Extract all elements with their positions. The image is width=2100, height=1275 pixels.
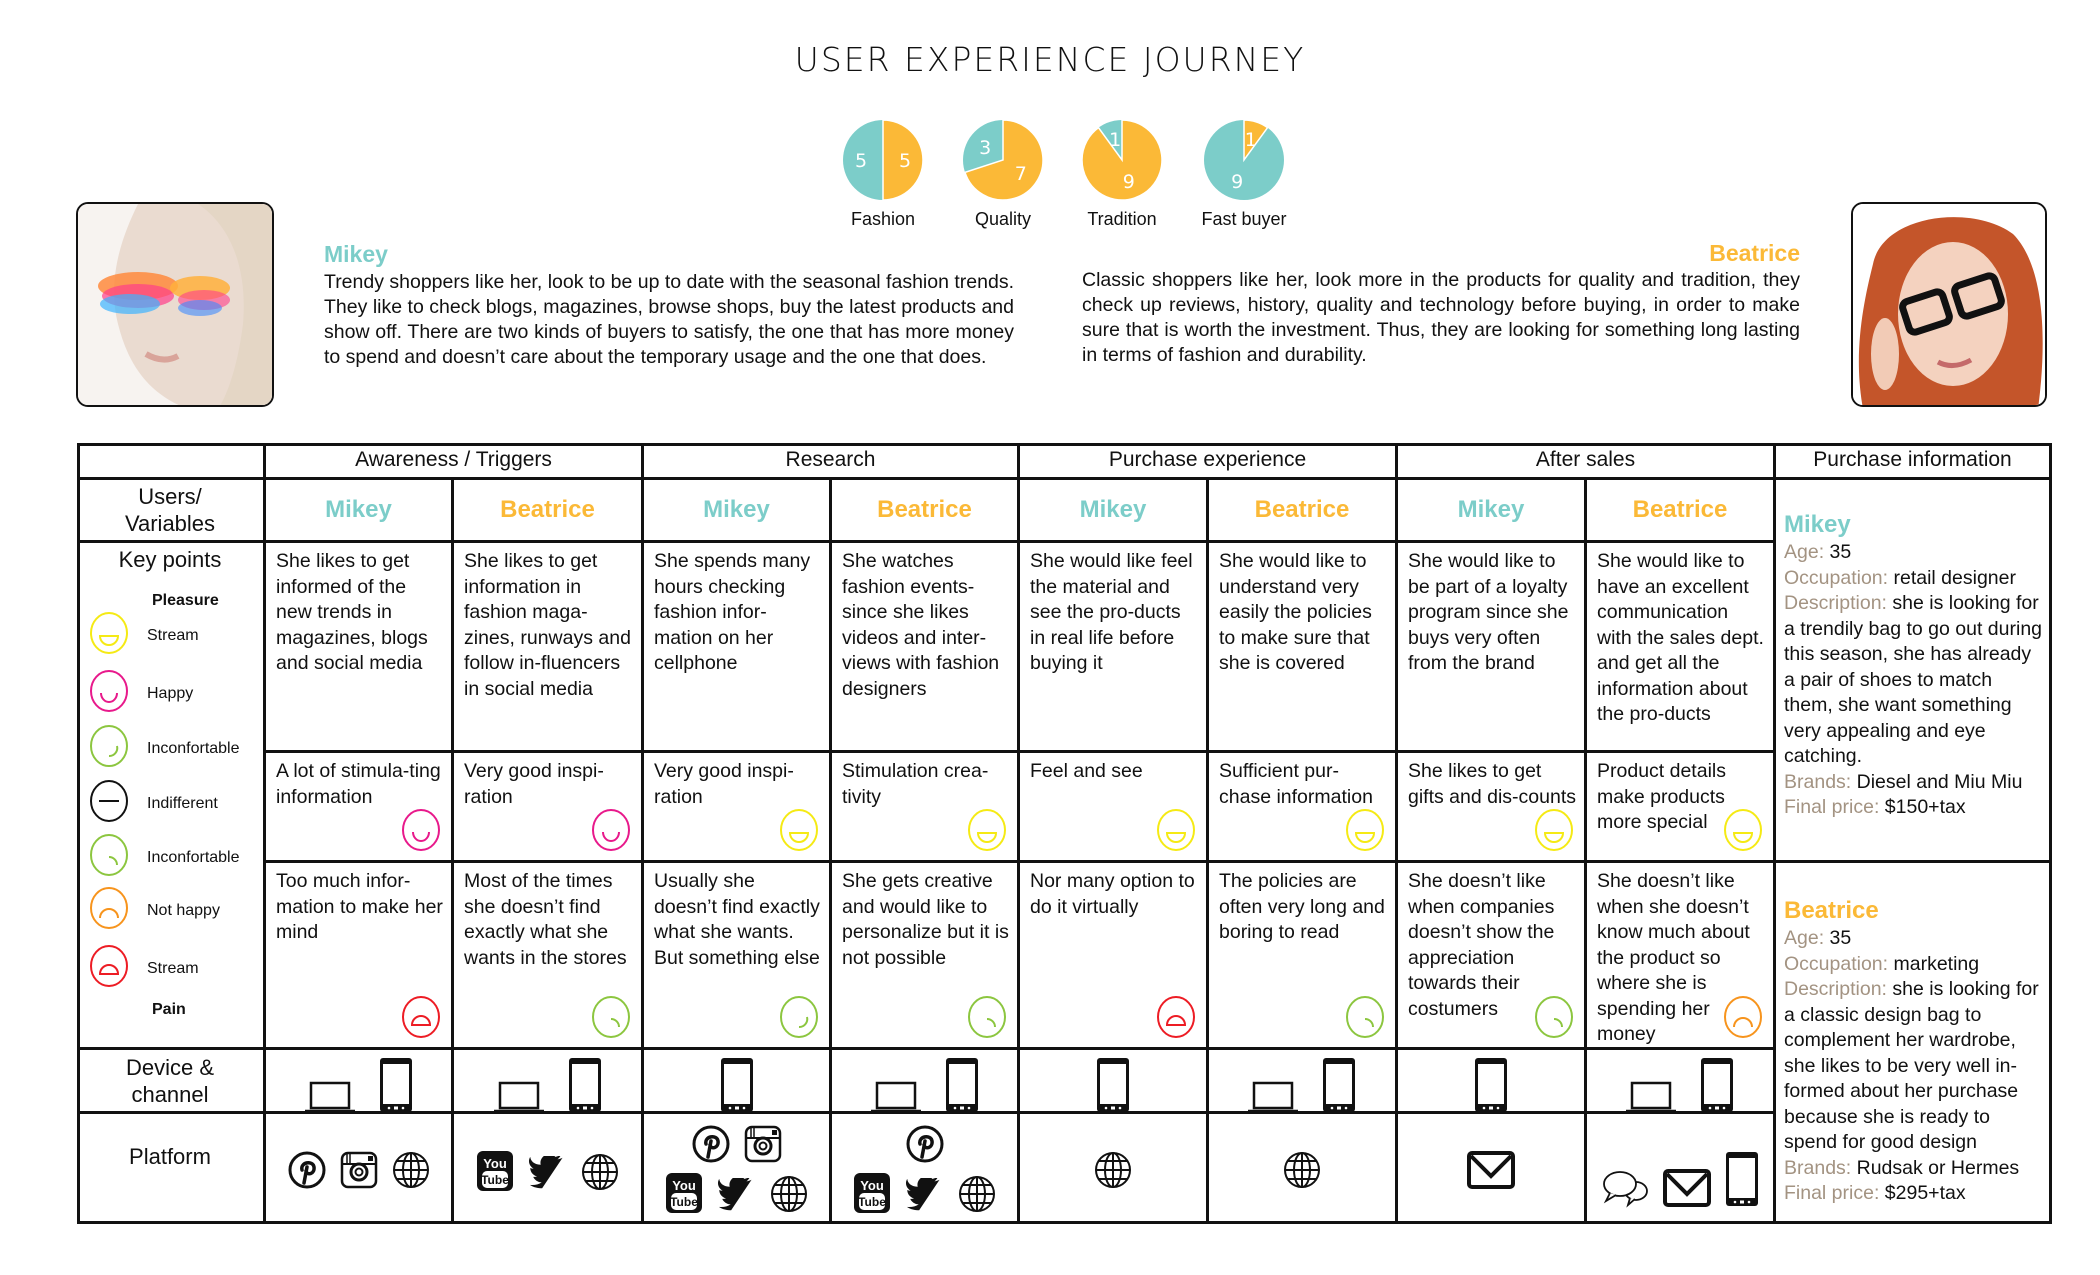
- pain-text: She doesn’t like when companies doesn’t show the appreciation towards their costumers: [1408, 870, 1555, 1020]
- beatrice-persona-name: Beatrice: [1709, 240, 1800, 266]
- platform-cell: [832, 1114, 1020, 1224]
- pleasure-text: A lot of stimula-ting information: [276, 760, 441, 808]
- row-header-platform: [77, 1114, 266, 1224]
- pinterest-icon: [287, 1150, 327, 1190]
- youtube-icon: [476, 1150, 514, 1192]
- purchase-info-beatrice: [1776, 863, 2052, 1224]
- device-cell: [644, 1050, 832, 1114]
- age-field: [1784, 926, 2043, 952]
- device-cell: [266, 1050, 454, 1114]
- row-header-label: Device & channel: [125, 1054, 215, 1107]
- stream-pain-face-icon: [89, 944, 129, 993]
- svg-text:Tube: Tube: [480, 1173, 509, 1187]
- pleasure-text: Very good inspi-ration: [654, 760, 794, 808]
- key-point-text: She would like feel the material and see the pro-ducts in real life before buying it: [1030, 550, 1193, 674]
- platform-icons: [1209, 1150, 1395, 1190]
- journey-table: [77, 443, 2052, 1224]
- pleasure-cell: [832, 753, 1020, 863]
- smartphone-icon: [1699, 1056, 1735, 1114]
- platform-icons: [832, 1124, 1017, 1164]
- description-field-value: she is looking for a classic design bag to complement her wardrobe, she likes to be very well in-formed about her purchase because she is ready to spend for good design: [1784, 978, 2039, 1153]
- occupation-field-label: Occupation:: [1784, 952, 1889, 975]
- pie-value-beatrice: 7: [1014, 162, 1027, 185]
- stream-pain-face-icon: [1156, 995, 1196, 1039]
- pleasure-cell: [644, 753, 832, 863]
- web-icon: [769, 1174, 809, 1214]
- user-header-mikey: [1020, 480, 1209, 543]
- stage-label: Research: [785, 448, 876, 471]
- platform-icons: [1020, 1150, 1206, 1190]
- brands-field: [1784, 1156, 2043, 1182]
- pleasure-cell: [266, 753, 454, 863]
- legend-item-stream-pain: [89, 944, 199, 993]
- smartphone-icon: [1724, 1150, 1760, 1208]
- description-field: [1784, 591, 2043, 770]
- mikey-persona-name: Mikey: [324, 241, 388, 267]
- laptop-icon: [1625, 1080, 1677, 1114]
- platform-icons: [644, 1172, 829, 1214]
- pain-cell: [1587, 863, 1776, 1050]
- email-icon: [1662, 1168, 1712, 1208]
- inconfortable-down-face-icon: [967, 995, 1007, 1039]
- key-point-cell: [454, 543, 644, 753]
- row-header-label: Key points: [118, 547, 222, 572]
- laptop-icon: [493, 1080, 545, 1114]
- occupation-field-value: retail designer: [1893, 566, 2016, 589]
- laptop-icon: [1247, 1080, 1299, 1114]
- instagram-icon: [339, 1150, 379, 1190]
- key-point-cell: [832, 543, 1020, 753]
- platform-icons: [1587, 1150, 1773, 1208]
- inconfortable-down-face-icon: [1345, 995, 1385, 1039]
- pain-text: Too much infor-mation to make her mind: [276, 870, 443, 943]
- svg-text:You: You: [482, 1156, 507, 1171]
- final-price-field-label: Final price:: [1784, 1182, 1880, 1204]
- pie-label: Fast buyer: [1201, 209, 1287, 229]
- device-icons: [1209, 1056, 1395, 1114]
- web-icon: [580, 1152, 620, 1192]
- legend-pleasure-label: Pleasure: [152, 592, 219, 609]
- inconfortable-down-face-icon: [591, 995, 631, 1039]
- twitter-icon: [526, 1156, 568, 1192]
- legend-item-happy: [89, 669, 193, 718]
- pie-label: Fashion: [850, 209, 916, 229]
- beatrice-persona-description: Classic shoppers like her, look more in the products for quality and tradition, they check up reviews, history, quality and technology before buying, in order to make sure that is worth the investment. Thus, they are looking for something long lasting in terms of fashion and durability.: [1082, 269, 1800, 366]
- age-field-label: Age:: [1784, 541, 1825, 563]
- pleasure-text: Feel and see: [1030, 760, 1143, 782]
- final-price-field-label: Final price:: [1784, 796, 1880, 818]
- smartphone-icon: [944, 1056, 980, 1114]
- web-icon: [1093, 1150, 1133, 1190]
- pain-text: She gets creative and would like to personalize but it is not possible: [842, 870, 1009, 969]
- user-header-mikey: [1398, 480, 1587, 543]
- pain-cell: [644, 863, 832, 1050]
- pie-label: Tradition: [1087, 209, 1157, 229]
- stage-header-purchase-information: [1776, 443, 2052, 480]
- pie-chart-tradition: [1081, 119, 1163, 201]
- platform-cell: [1398, 1114, 1587, 1224]
- svg-text:Tube: Tube: [669, 1195, 698, 1209]
- stage-header-research: [644, 443, 1020, 480]
- pleasure-text: Sufficient pur-chase information: [1219, 760, 1373, 808]
- pie-value-mikey: 9: [1231, 170, 1244, 193]
- platform-icons: [832, 1172, 1017, 1214]
- age-field: [1784, 540, 2043, 566]
- twitter-icon: [715, 1178, 757, 1214]
- device-icons: [266, 1056, 451, 1114]
- key-point-text: She would like to have an excellent communication with the sales dept. and get all the information about the pro-ducts: [1597, 550, 1764, 725]
- not-happy-face-icon: [1723, 995, 1763, 1039]
- key-point-text: She would like to understand very easily the policies to make sure that she is covered: [1219, 550, 1372, 674]
- platform-cell: [1587, 1114, 1776, 1224]
- stage-label: Purchase experience: [1108, 448, 1307, 471]
- platform-icons: [644, 1124, 829, 1164]
- pie-value-mikey: 1: [1109, 129, 1122, 152]
- row-header-users: [77, 480, 266, 543]
- youtube-icon: [665, 1172, 703, 1214]
- user-name: Mikey: [1457, 496, 1525, 523]
- platform-cell: [1209, 1114, 1398, 1224]
- description-field-label: Description:: [1784, 592, 1887, 614]
- laptop-icon: [304, 1080, 356, 1114]
- svg-text:You: You: [671, 1178, 696, 1193]
- pleasure-cell: [1209, 753, 1398, 863]
- user-name: Mikey: [1079, 496, 1147, 523]
- stage-label: Purchase information: [1813, 448, 2012, 471]
- age-field-value: 35: [1829, 541, 1852, 563]
- final-price-field: [1784, 1181, 2043, 1207]
- inconfortable-up-face-icon: [89, 724, 129, 773]
- inconfortable-down-face-icon: [89, 833, 129, 882]
- occupation-field-value: marketing: [1893, 952, 1980, 975]
- table-corner-cell: [77, 443, 266, 480]
- stage-header-awareness-triggers: [266, 443, 644, 480]
- legend-item-inconfortable-down: [89, 833, 240, 882]
- key-point-cell: [1209, 543, 1398, 753]
- key-point-cell: [1398, 543, 1587, 753]
- pain-text: Usually she doesn’t find exactly what she wants. But something else: [654, 870, 820, 969]
- stream-pleasure-face-icon: [89, 611, 129, 660]
- stream-pleasure-face-icon: [1345, 808, 1385, 852]
- platform-icons: [266, 1150, 451, 1190]
- mikey-persona-description: Trendy shoppers like her, look to be up to date with the seasonal fashion trends. They like to check blogs, magazines, browse shops, buy the latest products and show off. There are two kinds of buyers to satisfy, the one that has more money to spend and doesn’t care about the temporary usage and the one that does.: [324, 271, 1014, 368]
- user-header-mikey: [266, 480, 454, 543]
- row-header-label: Platform: [129, 1144, 211, 1169]
- row-header-device: [77, 1050, 266, 1114]
- user-header-beatrice: [832, 480, 1020, 543]
- key-point-text: She would like to be part of a loyalty program since she buys very often from the brand: [1408, 550, 1569, 674]
- pie-value-beatrice: 1: [1244, 129, 1257, 152]
- web-icon: [957, 1174, 997, 1214]
- device-icons: [1587, 1056, 1773, 1114]
- device-cell: [1209, 1050, 1398, 1114]
- brands-field-label: Brands:: [1784, 770, 1852, 793]
- pie-label: Quality: [974, 209, 1032, 229]
- smartphone-icon: [378, 1056, 414, 1114]
- instagram-icon: [743, 1124, 783, 1164]
- pain-text: She doesn’t like when she doesn’t know much about the product so where she is spending her money: [1597, 870, 1750, 1045]
- final-price-field-value: $295+tax: [1884, 1182, 1966, 1204]
- brands-field-value: Diesel and Miu Miu: [1856, 770, 2023, 793]
- key-point-cell: [1587, 543, 1776, 753]
- key-point-text: She watches fashion events-since she likes videos and inter-views with fashion designers: [842, 550, 1000, 700]
- description-field-value: she is looking for a trendily bag to go out during this season, she has already a pair of shoes to match them, she want something very appealing and eye catching.: [1784, 592, 2043, 767]
- legend-item-label: Indifferent: [147, 794, 218, 812]
- user-name: Beatrice: [500, 496, 595, 523]
- smartphone-icon: [567, 1056, 603, 1114]
- smartphone-icon: [719, 1056, 755, 1114]
- pain-text: The policies are often very long and boring to read: [1219, 870, 1385, 943]
- legend-item-indifferent: [89, 779, 218, 828]
- legend-item-label: Not happy: [147, 901, 220, 919]
- device-cell: [1020, 1050, 1209, 1114]
- beatrice-portrait-icon: [1853, 204, 2047, 407]
- stage-header-purchase-experience: [1020, 443, 1398, 480]
- user-name: Mikey: [325, 496, 392, 523]
- svg-text:You: You: [859, 1178, 884, 1193]
- final-price-field: [1784, 795, 2043, 821]
- web-icon: [391, 1150, 431, 1190]
- pain-cell: [832, 863, 1020, 1050]
- mikey-photo: [76, 202, 274, 407]
- platform-cell: [454, 1114, 644, 1224]
- purchase-info-content: [1776, 480, 2049, 821]
- key-point-text: She spends many hours checking fashion infor-mation on her cellphone: [654, 550, 811, 674]
- stream-pleasure-face-icon: [967, 808, 1007, 852]
- stage-header-after-sales: [1398, 443, 1776, 480]
- pleasure-text: Stimulation crea-tivity: [842, 760, 989, 808]
- device-cell: [454, 1050, 644, 1114]
- web-icon: [1282, 1150, 1322, 1190]
- pain-cell: [454, 863, 644, 1050]
- stream-pain-face-icon: [401, 995, 441, 1039]
- key-point-cell: [266, 543, 454, 753]
- legend-item-stream-pleasure: [89, 611, 199, 660]
- description-field: [1784, 977, 2043, 1156]
- legend-item-label: Stream: [147, 626, 199, 644]
- key-point-cell: [644, 543, 832, 753]
- user-name: Beatrice: [877, 496, 972, 523]
- pie-chart-fashion: [842, 119, 924, 201]
- occupation-field: [1784, 566, 2043, 592]
- beatrice-photo: [1851, 202, 2047, 407]
- stage-label: Awareness / Triggers: [355, 448, 552, 471]
- user-name: Mikey: [703, 496, 770, 523]
- youtube-icon: [853, 1172, 891, 1214]
- pinterest-icon: [905, 1124, 945, 1164]
- pleasure-cell: [1587, 753, 1776, 863]
- pain-cell: [266, 863, 454, 1050]
- platform-cell: [644, 1114, 832, 1224]
- email-icon: [1466, 1150, 1516, 1190]
- pain-cell: [1209, 863, 1398, 1050]
- purchase-info-content: [1776, 863, 2049, 1207]
- pie-chart-fast-buyer: [1203, 119, 1285, 201]
- not-happy-face-icon: [89, 886, 129, 935]
- page-title: USER EXPERIENCE JOURNEY: [794, 40, 1306, 79]
- indifferent-face-icon: [89, 779, 129, 828]
- final-price-field-value: $150+tax: [1884, 796, 1966, 818]
- row-header-key-points: [77, 543, 266, 1050]
- user-header-mikey: [644, 480, 832, 543]
- platform-icons: [1398, 1150, 1584, 1190]
- brands-field-label: Brands:: [1784, 1156, 1852, 1179]
- pain-text: Nor many option to do it virtually: [1030, 870, 1195, 918]
- legend-item-not-happy: [89, 886, 220, 935]
- pinterest-icon: [691, 1124, 731, 1164]
- pie-value-mikey: 5: [854, 150, 868, 172]
- device-icons: [1398, 1056, 1584, 1114]
- description-field-label: Description:: [1784, 978, 1887, 1000]
- happy-face-icon: [401, 808, 441, 852]
- device-cell: [1587, 1050, 1776, 1114]
- svg-text:Tube: Tube: [857, 1195, 886, 1209]
- stream-pleasure-face-icon: [1723, 808, 1763, 852]
- laptop-icon: [870, 1080, 922, 1114]
- pie-value-beatrice: 9: [1122, 170, 1135, 193]
- twitter-icon: [903, 1178, 945, 1214]
- mikey-portrait-icon: [78, 204, 274, 407]
- smartphone-icon: [1321, 1056, 1357, 1114]
- inconfortable-down-face-icon: [1534, 995, 1574, 1039]
- legend-item-label: Happy: [147, 684, 194, 702]
- pleasure-text: Very good inspi-ration: [464, 760, 604, 808]
- user-name: Beatrice: [1632, 496, 1728, 523]
- platform-cell: [1020, 1114, 1209, 1224]
- device-cell: [832, 1050, 1020, 1114]
- inconfortable-up-face-icon: [779, 995, 819, 1039]
- brands-field: [1784, 770, 2043, 796]
- device-icons: [1020, 1056, 1206, 1114]
- stream-pleasure-face-icon: [1156, 808, 1196, 852]
- pain-text: Most of the times she doesn’t find exactly what she wants in the stores: [464, 870, 627, 969]
- smartphone-icon: [1473, 1056, 1509, 1114]
- purchase-info-mikey: [1776, 480, 2052, 863]
- legend-item-inconfortable-up: [89, 724, 240, 773]
- pleasure-cell: [454, 753, 644, 863]
- stream-pleasure-face-icon: [779, 808, 819, 852]
- row-header-label: Users/ Variables: [124, 484, 216, 536]
- pleasure-text: Product details make products more special: [1597, 760, 1726, 833]
- user-header-beatrice: [1587, 480, 1776, 543]
- purchase-info-name: Mikey: [1784, 511, 1851, 538]
- happy-face-icon: [591, 808, 631, 852]
- device-cell: [1398, 1050, 1587, 1114]
- user-header-beatrice: [454, 480, 644, 543]
- platform-cell: [266, 1114, 454, 1224]
- key-point-cell: [1020, 543, 1209, 753]
- key-point-text: She likes to get informed of the new trends in magazines, blogs and social media: [276, 550, 428, 674]
- age-field-value: 35: [1829, 927, 1852, 949]
- occupation-field: [1784, 952, 2043, 978]
- pleasure-text: She likes to get gifts and dis-counts: [1408, 760, 1577, 808]
- user-name: Beatrice: [1254, 496, 1350, 523]
- age-field-label: Age:: [1784, 927, 1825, 949]
- legend-item-label: Stream: [147, 959, 199, 977]
- purchase-info-name: Beatrice: [1784, 897, 1879, 924]
- pie-value-beatrice: 5: [898, 150, 912, 172]
- pain-cell: [1020, 863, 1209, 1050]
- legend-pain-label: Pain: [152, 1001, 186, 1018]
- platform-icons: [454, 1150, 641, 1192]
- legend-item-label: Inconfortable: [147, 848, 240, 866]
- user-header-beatrice: [1209, 480, 1398, 543]
- pie-value-mikey: 3: [979, 137, 992, 160]
- device-icons: [454, 1056, 641, 1114]
- stage-label: After sales: [1535, 448, 1636, 471]
- brands-field-value: Rudsak or Hermes: [1856, 1156, 2020, 1179]
- occupation-field-label: Occupation:: [1784, 566, 1889, 589]
- stream-pleasure-face-icon: [1534, 808, 1574, 852]
- happy-face-icon: [89, 669, 129, 718]
- smartphone-icon: [1095, 1056, 1131, 1114]
- legend-item-label: Inconfortable: [147, 739, 240, 757]
- chat-icon: [1600, 1168, 1650, 1208]
- pleasure-cell: [1398, 753, 1587, 863]
- pleasure-cell: [1020, 753, 1209, 863]
- device-icons: [644, 1056, 829, 1114]
- pain-cell: [1398, 863, 1587, 1050]
- pie-chart-quality: [962, 119, 1044, 201]
- key-point-text: She likes to get information in fashion maga-zines, runways and follow in-fluencers in social media: [464, 550, 631, 700]
- device-icons: [832, 1056, 1017, 1114]
